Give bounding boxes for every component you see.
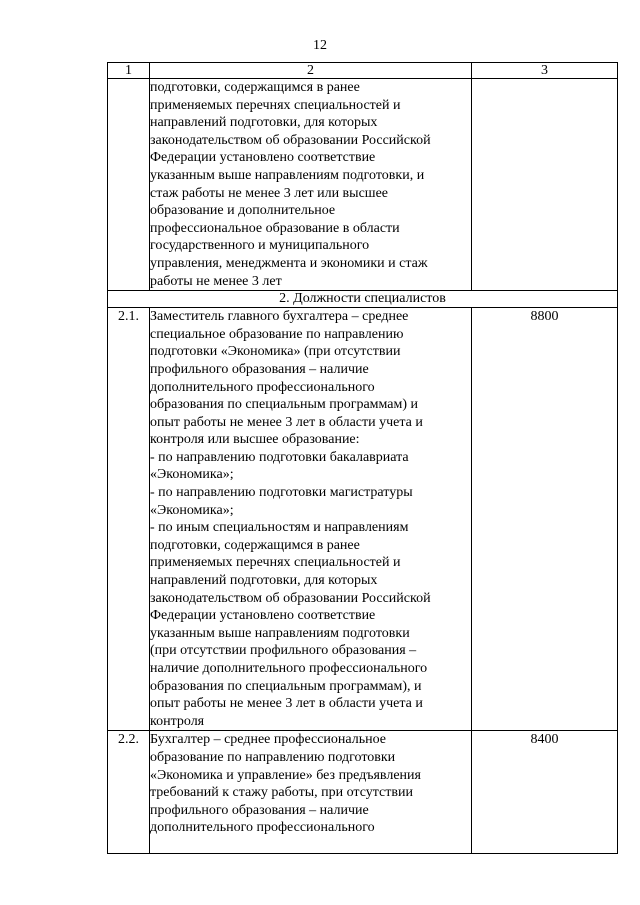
- salary-value: 8400: [472, 731, 618, 854]
- text-line: указанным выше направлениям подготовки: [150, 625, 410, 641]
- text-line: профильного образования – наличие: [150, 802, 369, 818]
- section-heading-row: [108, 291, 618, 308]
- page-number: 12: [313, 38, 327, 53]
- text-line: государственного и муниципального: [150, 238, 370, 254]
- text-line: образования по специальным программам), и: [150, 678, 422, 694]
- text-line: опыт работы не менее 3 лет в области учета и: [150, 414, 423, 430]
- text-line: требований к стажу работы, при отсутствии: [150, 785, 413, 801]
- text-line: (при отсутствии профильного образования –: [150, 643, 417, 659]
- text-line: подготовки, содержащимся в ранее: [150, 80, 360, 95]
- text-line: дополнительного профессионального: [150, 820, 375, 836]
- value-cell: [472, 79, 618, 291]
- text-line: образование и дополнительное: [150, 203, 336, 219]
- text-line: «Экономика»;: [150, 502, 234, 518]
- text-line: Заместитель главного бухгалтера – среднее: [150, 309, 409, 325]
- text-line: подготовки, содержащимся в ранее: [150, 537, 360, 553]
- text-line: контроля: [150, 713, 205, 729]
- continuation-text-cell: [150, 79, 472, 291]
- text-line: указанным выше направлениям подготовки, и: [150, 167, 425, 183]
- text-line: - по направлению подготовки бакалавриата: [150, 449, 409, 465]
- text-line: направлений подготовки, для которых: [150, 115, 378, 131]
- text-line: профильного образования – наличие: [150, 361, 369, 377]
- position-description: [150, 308, 472, 731]
- text-line: «Экономика»;: [150, 467, 234, 483]
- text-line: образование по направлению подготовки: [150, 749, 396, 765]
- text-line: опыт работы не менее 3 лет в области учета и: [150, 696, 423, 712]
- text-line: дополнительного профессионального: [150, 379, 375, 395]
- text-line: Федерации установлено соответствие: [150, 608, 376, 624]
- table-header-row: [108, 63, 618, 79]
- text-line: - по направлению подготовки магистратуры: [150, 485, 413, 501]
- section-title: 2. Должности специалистов: [108, 291, 618, 308]
- text-line: законодательством об образовании Российской: [150, 132, 431, 148]
- text-line: профессиональное образование в области: [150, 220, 400, 236]
- text-line: применяемых перечнях специальностей и: [150, 97, 401, 113]
- row-number-cell: [108, 79, 150, 291]
- text-line: стаж работы не менее 3 лет или высшее: [150, 185, 388, 201]
- text-line: подготовки «Экономика» (при отсутствии: [150, 344, 401, 360]
- column-header-1: 1: [108, 63, 150, 79]
- text-line: управления, менеджмента и экономики и стаж: [150, 255, 428, 271]
- position-description: [150, 731, 472, 854]
- text-line: контроля или высшее образование:: [150, 432, 360, 448]
- column-header-2: 2: [150, 63, 472, 79]
- text-line: Бухгалтер – среднее профессиональное: [150, 732, 386, 748]
- column-header-3: 3: [472, 63, 618, 79]
- row-number: 2.1.: [108, 308, 150, 731]
- table-row-2-1: [108, 308, 618, 731]
- salary-table: [107, 62, 618, 854]
- text-line: направлений подготовки, для которых: [150, 573, 378, 589]
- text-line: специальное образование по направлению: [150, 326, 404, 342]
- table-row-2-2: [108, 731, 618, 854]
- text-line: работы не менее 3 лет: [150, 273, 282, 289]
- text-line: Федерации установлено соответствие: [150, 150, 376, 166]
- row-number: 2.2.: [108, 731, 150, 854]
- text-line: законодательством об образовании Российской: [150, 590, 431, 606]
- table-row-continuation: [108, 79, 618, 291]
- text-line: - по иным специальностям и направлениям: [150, 520, 409, 536]
- text-line: «Экономика и управление» без предъявления: [150, 767, 421, 783]
- text-line: наличие дополнительного профессионального: [150, 661, 428, 676]
- salary-value: 8800: [472, 308, 618, 731]
- text-line: образования по специальным программам) и: [150, 397, 419, 413]
- text-line: применяемых перечнях специальностей и: [150, 555, 401, 571]
